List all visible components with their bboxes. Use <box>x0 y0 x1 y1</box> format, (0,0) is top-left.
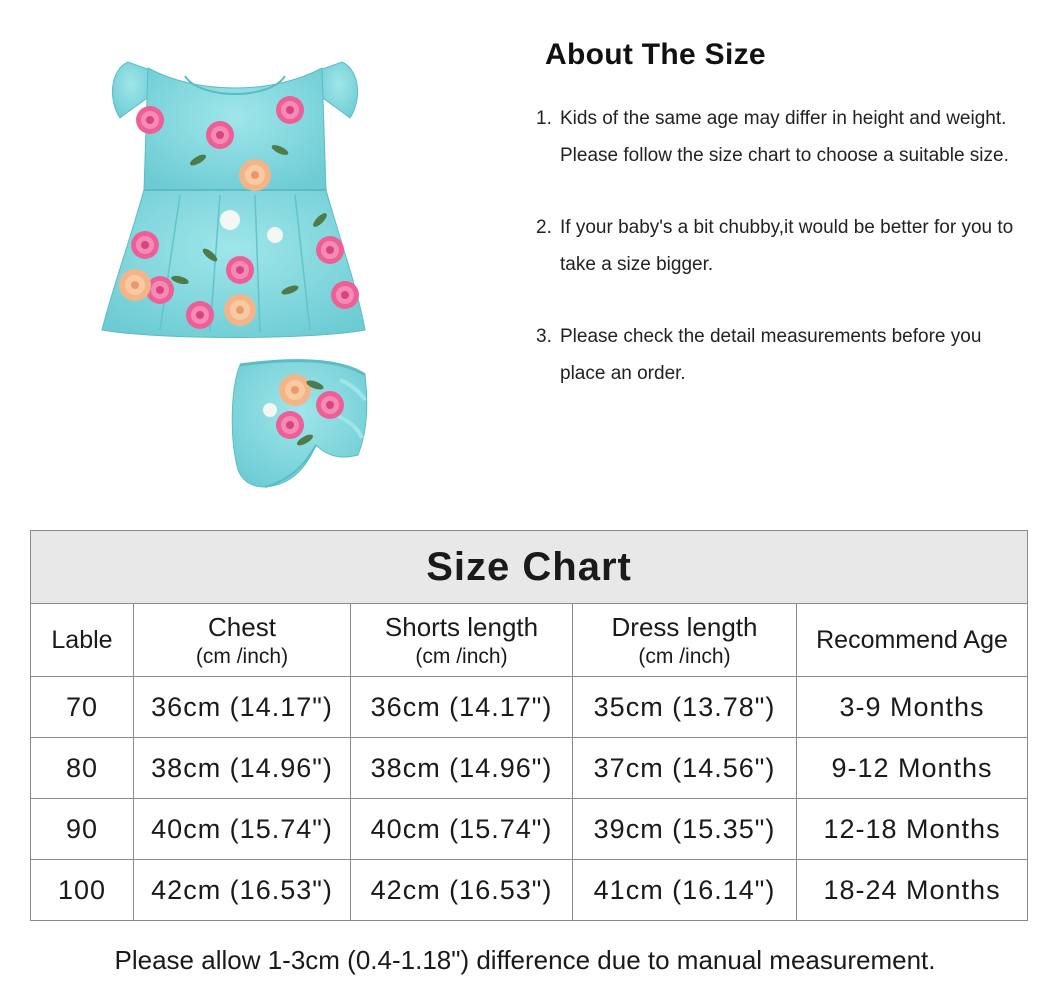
cell-shorts: 40cm (15.74") <box>351 799 573 860</box>
table-row <box>31 677 1028 738</box>
header-shorts <box>351 604 573 677</box>
header-chest-unit: (cm /inch) <box>195 644 289 668</box>
cell-age: 3-9 Months <box>797 677 1028 738</box>
cell-chest: 40cm (15.74") <box>134 799 351 860</box>
about-item-text: Kids of the same age may differ in height and weight. Please follow the size chart to choose a suitable size. <box>560 108 1009 166</box>
cell-lable: 90 <box>31 799 134 860</box>
about-item <box>536 318 1036 392</box>
table-row <box>31 738 1028 799</box>
cell-dress: 37cm (14.56") <box>573 738 797 799</box>
cell-lable: 100 <box>31 860 134 921</box>
cell-chest: 36cm (14.17") <box>134 677 351 738</box>
bloomers <box>232 361 367 487</box>
header-dress-unit: (cm /inch) <box>638 644 731 668</box>
cell-shorts: 38cm (14.96") <box>351 738 573 799</box>
header-dress-label: Dress length <box>611 611 758 642</box>
about-item-number: 3. <box>536 326 552 347</box>
about-item-text: Please check the detail measurements before you place an order. <box>560 326 982 384</box>
table-row <box>31 860 1028 921</box>
about-item-number: 1. <box>536 108 552 129</box>
cell-age: 18-24 Months <box>797 860 1028 921</box>
product-photo <box>90 40 380 495</box>
header-lable: Lable <box>31 604 134 677</box>
about-list <box>536 100 1036 392</box>
about-item-text: If your baby's a bit chubby,it would be better for you to take a size bigger. <box>560 217 1014 275</box>
cell-shorts: 36cm (14.17") <box>351 677 573 738</box>
cell-dress: 39cm (15.35") <box>573 799 797 860</box>
cell-age: 9-12 Months <box>797 738 1028 799</box>
cell-dress: 41cm (16.14") <box>573 860 797 921</box>
header-shorts-label: Shorts length <box>384 611 539 642</box>
cell-lable: 70 <box>31 677 134 738</box>
about-section <box>536 38 1036 427</box>
header-row <box>31 604 1028 677</box>
header-age: Recommend Age <box>797 604 1028 677</box>
header-chest <box>134 604 351 677</box>
measurement-note: Please allow 1-3cm (0.4-1.18") difference due to manual measurement. <box>114 945 936 975</box>
about-title: About The Size <box>545 38 766 71</box>
cell-age: 12-18 Months <box>797 799 1028 860</box>
cell-chest: 42cm (16.53") <box>134 860 351 921</box>
about-item-number: 2. <box>536 217 552 238</box>
dress <box>102 62 365 338</box>
about-item <box>536 100 1036 174</box>
cell-dress: 35cm (13.78") <box>573 677 797 738</box>
size-chart-table <box>30 530 1028 921</box>
cell-chest: 38cm (14.96") <box>134 738 351 799</box>
header-chest-label: Chest <box>208 611 276 642</box>
about-item <box>536 209 1036 283</box>
table-row <box>31 799 1028 860</box>
header-dress <box>573 604 797 677</box>
cell-lable: 80 <box>31 738 134 799</box>
cell-shorts: 42cm (16.53") <box>351 860 573 921</box>
size-chart-title: Size Chart <box>31 531 1028 604</box>
header-shorts-unit: (cm /inch) <box>415 644 508 668</box>
